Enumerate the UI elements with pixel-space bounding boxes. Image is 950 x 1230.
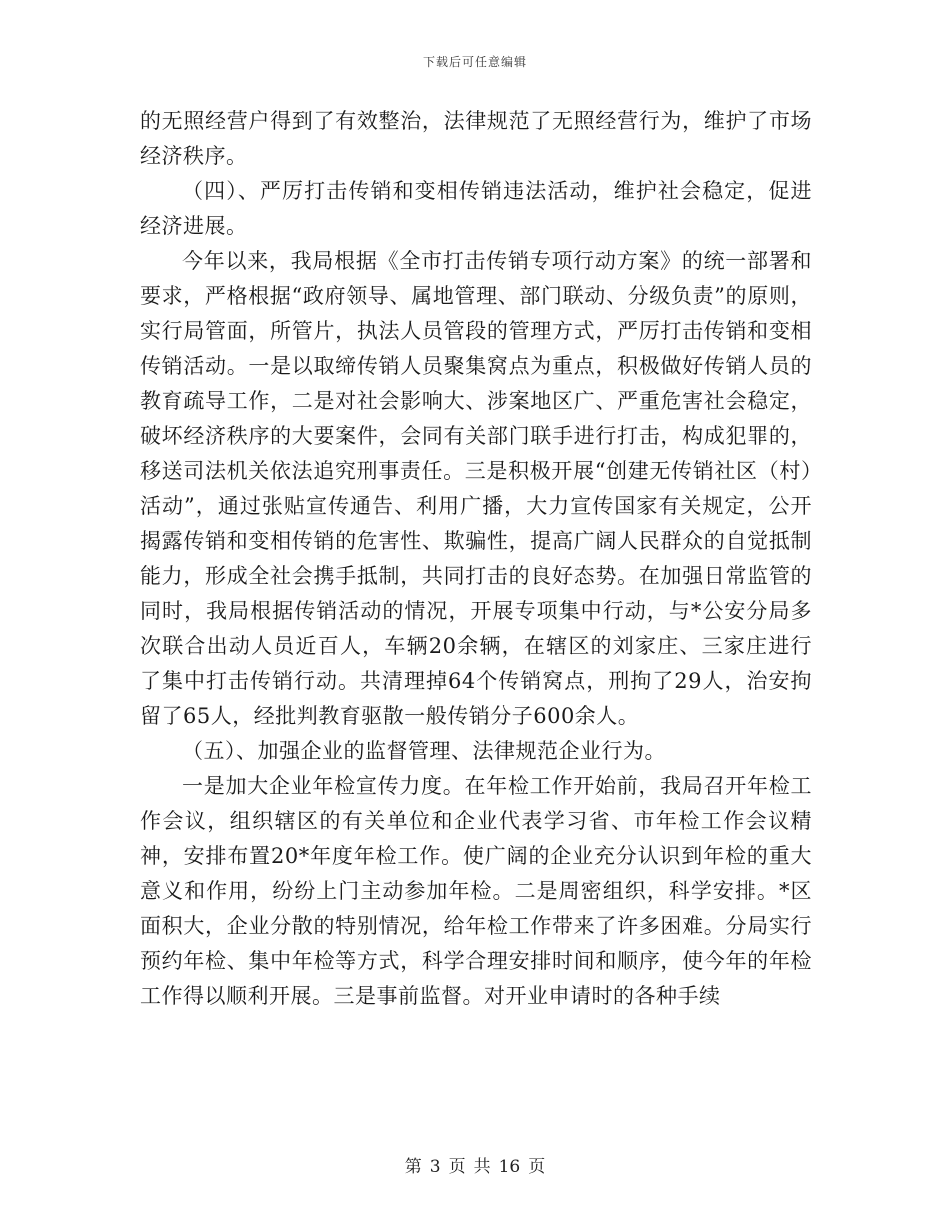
paragraph: 的无照经营户得到了有效整治，法律规范了无照经营行为，维护了市场经济秩序。 [140, 109, 812, 168]
page-label-post: 页 [528, 1157, 546, 1177]
section-heading: （五）、加强企业的监督管理、法律规范企业行为。 [182, 739, 666, 763]
page-label-total: 共 [473, 1157, 491, 1177]
section-heading: （四）、严厉打击传销和变相传销违法活动，维护社会稳定，促进经济进展。 [140, 179, 812, 238]
page-label-pre: 第 [404, 1157, 422, 1177]
paragraph: 今年以来，我局根据《全市打击传销专项行动方案》的统一部署和要求，严格根据“政府领导、属地管理、部门联动、分级负责”的原则，实行局管面，所管片，执法人员管段的管理方式，严厉打击传销和变相传销活动。一是以取缔传销人员聚集窝点为重点，积极做好传销人员的教育疏导工作，二是对社会影响大、涉案地区广、严重危害社会稳定，破坏经济秩序的大要案件，会同有关部门联手进行打击，构成犯罪的，移送司法机关依法追究刑事责任。三是积极开展“创建无传销社区（村）活动”，通过张贴宣传通告、利用广播，大力宣传国家有关规定，公开揭露传销和变相传销的危害性、欺骗性，提高广阔人民群众的自觉抵制能力，形成全社会携手抵制，共同打击的良好态势。在加强日常监管的同时，我局根据传销活动的情况，开展专项集中行动，与*公安分局多次联合出动人员近百人，车辆20余辆，在辖区的刘家庄、三家庄进行了集中打击传销行动。共清理掉64个传销窝点，刑拘了29人，治安拘留了65人，经批判教育驱散一般传销分子600余人。 [140, 249, 812, 728]
page-footer [0, 1152, 950, 1177]
document-body [140, 104, 812, 1014]
paragraph: 一是加大企业年检宣传力度。在年检工作开始前，我局召开年检工作会议，组织辖区的有关单位和企业代表学习省、市年检工作会议精神，安排布置20*年度年检工作。使广阔的企业充分认识到年检的重大意义和作用，纷纷上门主动参加年检。二是周密组织，科学安排。*区面积大，企业分散的特别情况，给年检工作带来了许多困难。分局实行预约年检、集中年检等方式，科学合理安排时间和顺序，使今年的年检工作得以顺利开展。三是事前监督。对开业申请时的各种手续 [140, 774, 812, 1008]
page-current: 3 [429, 1157, 441, 1177]
page-total: 16 [498, 1157, 521, 1177]
page-header: 下载后可任意编辑 [422, 55, 527, 69]
page-label-mid: 页 [448, 1157, 466, 1177]
